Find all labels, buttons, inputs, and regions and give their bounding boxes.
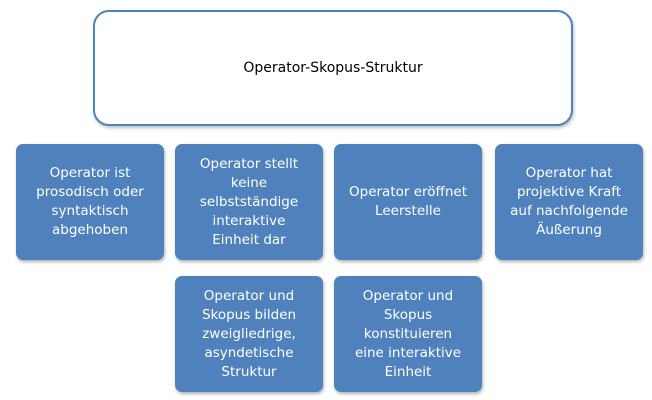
property-node-label: Operator eröffnet Leerstelle bbox=[349, 184, 467, 219]
root-node bbox=[93, 10, 573, 126]
property-node-prosodic bbox=[16, 144, 164, 260]
property-node-label: Operator stellt keine selbstständige interaktive Einheit dar bbox=[199, 155, 299, 248]
property-node-projective bbox=[495, 144, 643, 260]
root-node-label: Operator-Skopus-Struktur bbox=[243, 60, 423, 76]
property-node-label: Operator und Skopus bilden zweigliedrige, asyndetische Struktur bbox=[201, 287, 297, 380]
property-node-label: Operator hat projektive Kraft auf nachfolgende Äußerung bbox=[510, 165, 628, 238]
property-node-opens-slot bbox=[334, 144, 482, 260]
property-node-interactive-unit bbox=[334, 276, 482, 392]
property-node-two-part-structure bbox=[175, 276, 323, 392]
property-node-label: Operator und Skopus konstituieren eine interaktive Einheit bbox=[354, 287, 462, 380]
property-node-label: Operator ist prosodisch oder syntaktisch abgehoben bbox=[36, 165, 144, 238]
property-node-non-independent bbox=[175, 144, 323, 260]
